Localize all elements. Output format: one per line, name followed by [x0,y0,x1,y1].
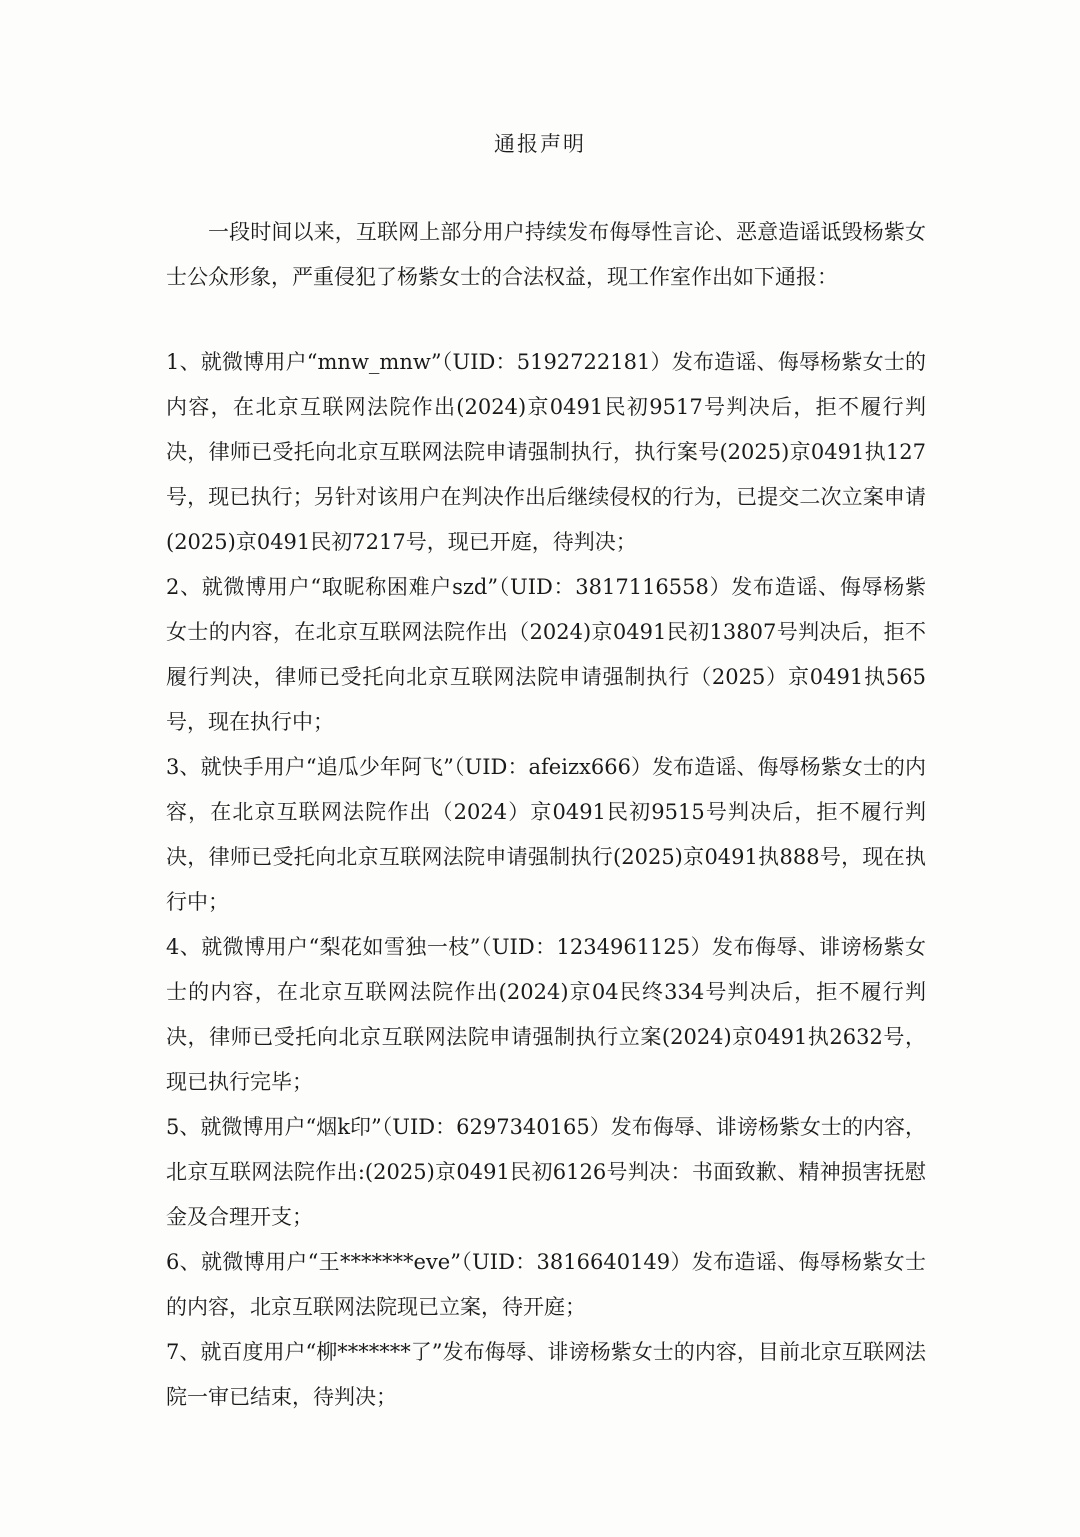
list-item: 7、就百度用户“柳*******了”发布侮辱、诽谤杨紫女士的内容，目前北京互联网法院一审已结束，待判决； [166,1340,926,1409]
list-item: 2、就微博用户“取昵称困难户szd”（UID：3817116558）发布造谣、侮辱杨紫女士的内容，在北京互联网法院作出（2024)京0491民初13807号判决后，拒不履行判决，律师已受托向北京互联网法院申请强制执行（2025）京0491执565号，现在执行中； [166,575,926,734]
list-item: 5、就微博用户“烟k印”（UID：6297340165）发布侮辱、诽谤杨紫女士的内容，北京互联网法院作出:(2025)京0491民初6126号判决：书面致歉、精神损害抚慰金及合理开支； [166,1115,926,1229]
list-item: 1、就微博用户“mnw_mnw”（UID：5192722181）发布造谣、侮辱杨紫女士的内容，在北京互联网法院作出(2024)京0491民初9517号判决后，拒不履行判决，律师已受托向北京互联网法院申请强制执行，执行案号(2025)京0491执127号，现已执行；另针对该用户在判决作出后继续侵权的行为，已提交二次立案申请(2025)京0491民初7217号，现已开庭，待判决； [166,350,926,554]
list-item: 6、就微博用户“王*******eve”（UID：3816640149）发布造谣、侮辱杨紫女士的内容，北京互联网法院现已立案，待开庭； [166,1250,926,1319]
intro-paragraph [166,210,926,300]
item-list [166,340,926,1420]
list-item: 3、就快手用户“追瓜少年阿飞”（UID：afeizx666）发布造谣、侮辱杨紫女士的内容，在北京互联网法院作出（2024）京0491民初9515号判决后，拒不履行判决，律师已受托向北京互联网法院申请强制执行(2025)京0491执888号，现在执行中； [166,755,926,914]
document-title: 通报声明 [494,132,586,156]
list-item: 4、就微博用户“梨花如雪独一枝”（UID：1234961125）发布侮辱、诽谤杨紫女士的内容，在北京互联网法院作出(2024)京04民终334号判决后，拒不履行判决，律师已受托向北京互联网法院申请强制执行立案(2024)京0491执2632号，现已执行完毕； [166,935,926,1094]
intro-text: 一段时间以来，互联网上部分用户持续发布侮辱性言论、恶意造谣诋毁杨紫女士公众形象，严重侵犯了杨紫女士的合法权益，现工作室作出如下通报： [166,220,926,289]
